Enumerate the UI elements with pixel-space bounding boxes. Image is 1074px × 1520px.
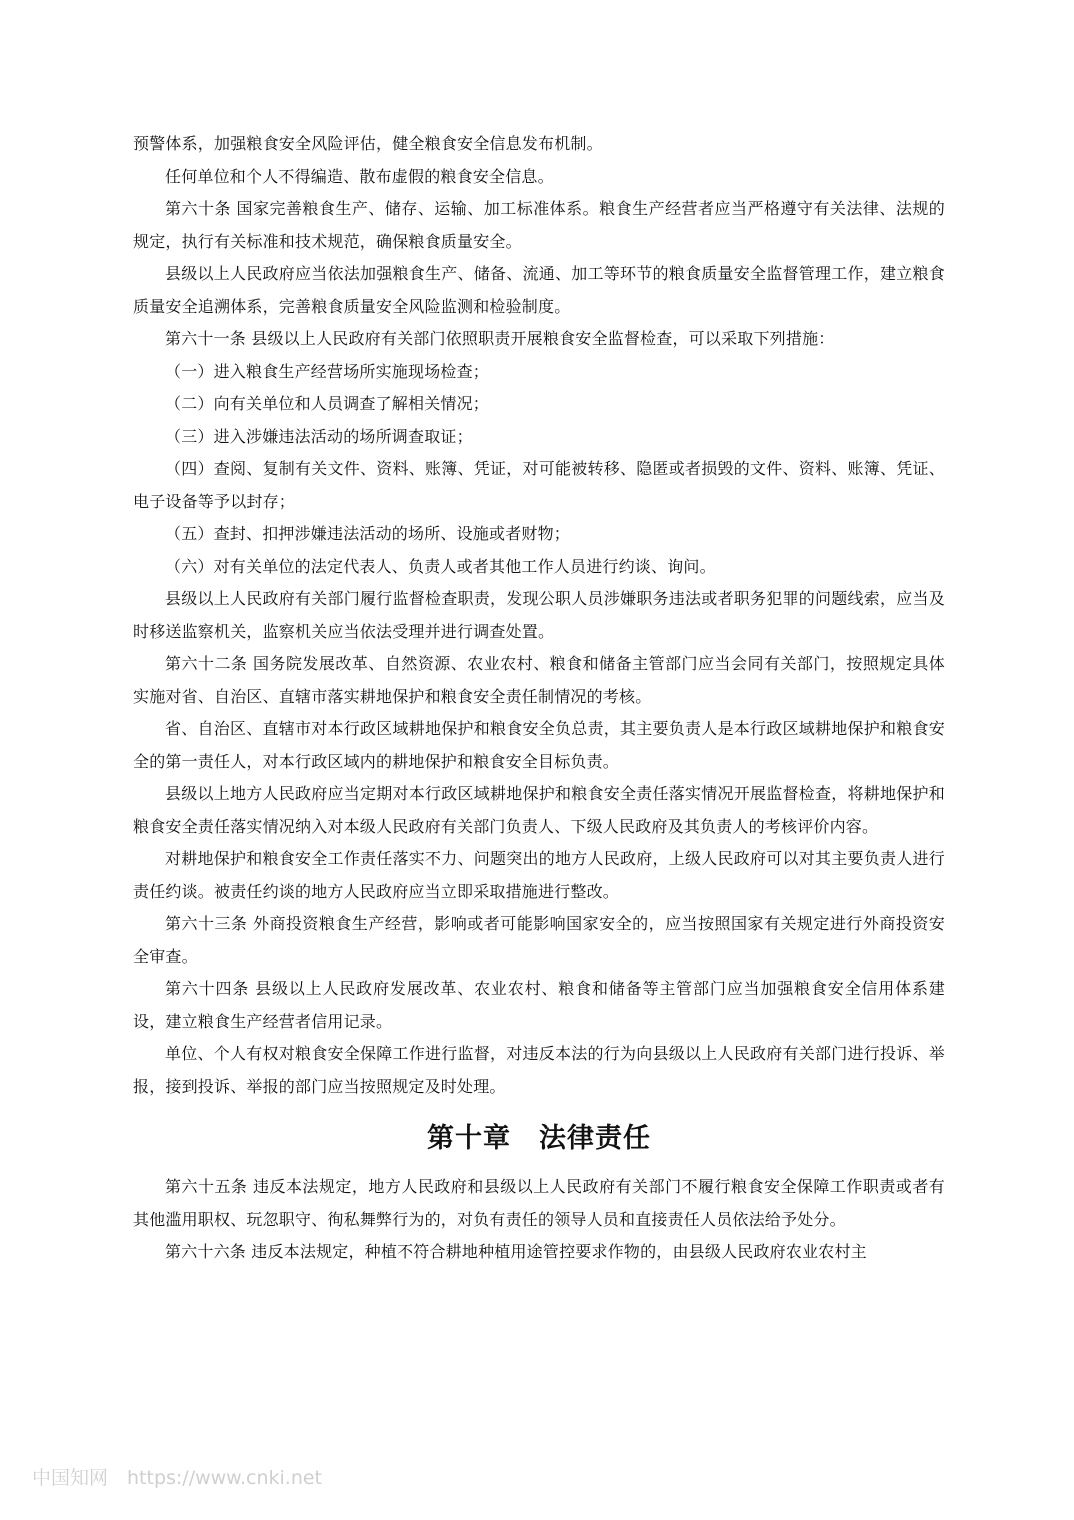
paragraph: 预警体系，加强粮食安全风险评估，健全粮食安全信息发布机制。 [133, 134, 603, 153]
article-60-paragraph: 第六十条 国家完善粮食生产、储存、运输、加工标准体系。粮食生产经营者应当严格遵守有关法律、法规的规定，执行有关标准和技术规范，确保粮食质量安全。 [133, 199, 945, 251]
list-item: （四）查阅、复制有关文件、资料、账簿、凭证，对可能被转移、隐匿或者损毁的文件、资料、账簿、凭证、电子设备等予以封存； [133, 459, 945, 511]
paragraph: 县级以上地方人民政府应当定期对本行政区域耕地保护和粮食安全责任落实情况开展监督检查，将耕地保护和粮食安全责任落实情况纳入对本级人民政府有关部门负责人、下级人民政府及其负责人的考核评价内容。 [133, 784, 945, 836]
cnki-watermark: 中国知网 https://www.cnki.net [32, 1467, 323, 1489]
paragraph: 省、自治区、直辖市对本行政区域耕地保护和粮食安全负总责，其主要负责人是本行政区域耕地保护和粮食安全的第一责任人，对本行政区域内的耕地保护和粮食安全目标负责。 [133, 719, 945, 771]
article-63-paragraph: 第六十三条 外商投资粮食生产经营，影响或者可能影响国家安全的，应当按照国家有关规定进行外商投资安全审查。 [133, 914, 945, 966]
list-item: （六）对有关单位的法定代表人、负责人或者其他工作人员进行约谈、询问。 [165, 556, 716, 576]
paragraph: 任何单位和个人不得编造、散布虚假的粮食安全信息。 [165, 166, 554, 186]
paragraph: 县级以上人民政府应当依法加强粮食生产、储备、流通、加工等环节的粮食质量安全监督管理工作，建立粮食质量安全追溯体系，完善粮食质量安全风险监测和检验制度。 [133, 264, 945, 316]
list-item: （五）查封、扣押涉嫌违法活动的场所、设施或者财物； [165, 524, 571, 543]
list-item: （二）向有关单位和人员调查了解相关情况； [165, 394, 490, 413]
paragraph: 县级以上人民政府有关部门履行监督检查职责，发现公职人员涉嫌职务违法或者职务犯罪的问题线索，应当及时移送监察机关，监察机关应当依法受理并进行调查处置。 [133, 589, 945, 641]
article-62-paragraph: 第六十二条 国务院发展改革、自然资源、农业农村、粮食和储备主管部门应当会同有关部门，按照规定具体实施对省、自治区、直辖市落实耕地保护和粮食安全责任制情况的考核。 [133, 654, 945, 706]
article-64-paragraph: 第六十四条 县级以上人民政府发展改革、农业农村、粮食和储备等主管部门应当加强粮食安全信用体系建设，建立粮食生产经营者信用记录。 [133, 979, 945, 1031]
list-item: （三）进入涉嫌违法活动的场所调查取证； [165, 426, 473, 446]
paragraph: 对耕地保护和粮食安全工作责任落实不力、问题突出的地方人民政府，上级人民政府可以对其主要负责人进行责任约谈。被责任约谈的地方人民政府应当立即采取措施进行整改。 [133, 849, 945, 901]
article-65-paragraph: 第六十五条 违反本法规定，地方人民政府和县级以上人民政府有关部门不履行粮食安全保障工作职责或者有其他滥用职权、玩忽职守、徇私舞弊行为的，对负有责任的领导人员和直接责任人员依法给予处分。 [133, 1177, 945, 1229]
paragraph: 单位、个人有权对粮食安全保障工作进行监督，对违反本法的行为向县级以上人民政府有关部门进行投诉、举报，接到投诉、举报的部门应当按照规定及时处理。 [133, 1044, 945, 1096]
article-61-paragraph: 第六十一条 县级以上人民政府有关部门依照职责开展粮食安全监督检查，可以采取下列措施： [165, 329, 835, 348]
document-body [133, 128, 945, 1269]
list-item: （一）进入粮食生产经营场所实施现场检查； [165, 361, 490, 381]
article-66-paragraph: 第六十六条 违反本法规定，种植不符合耕地种植用途管控要求作物的，由县级人民政府农业农村主 [165, 1242, 867, 1261]
chapter-heading: 第十章 法律责任 [427, 1123, 651, 1154]
